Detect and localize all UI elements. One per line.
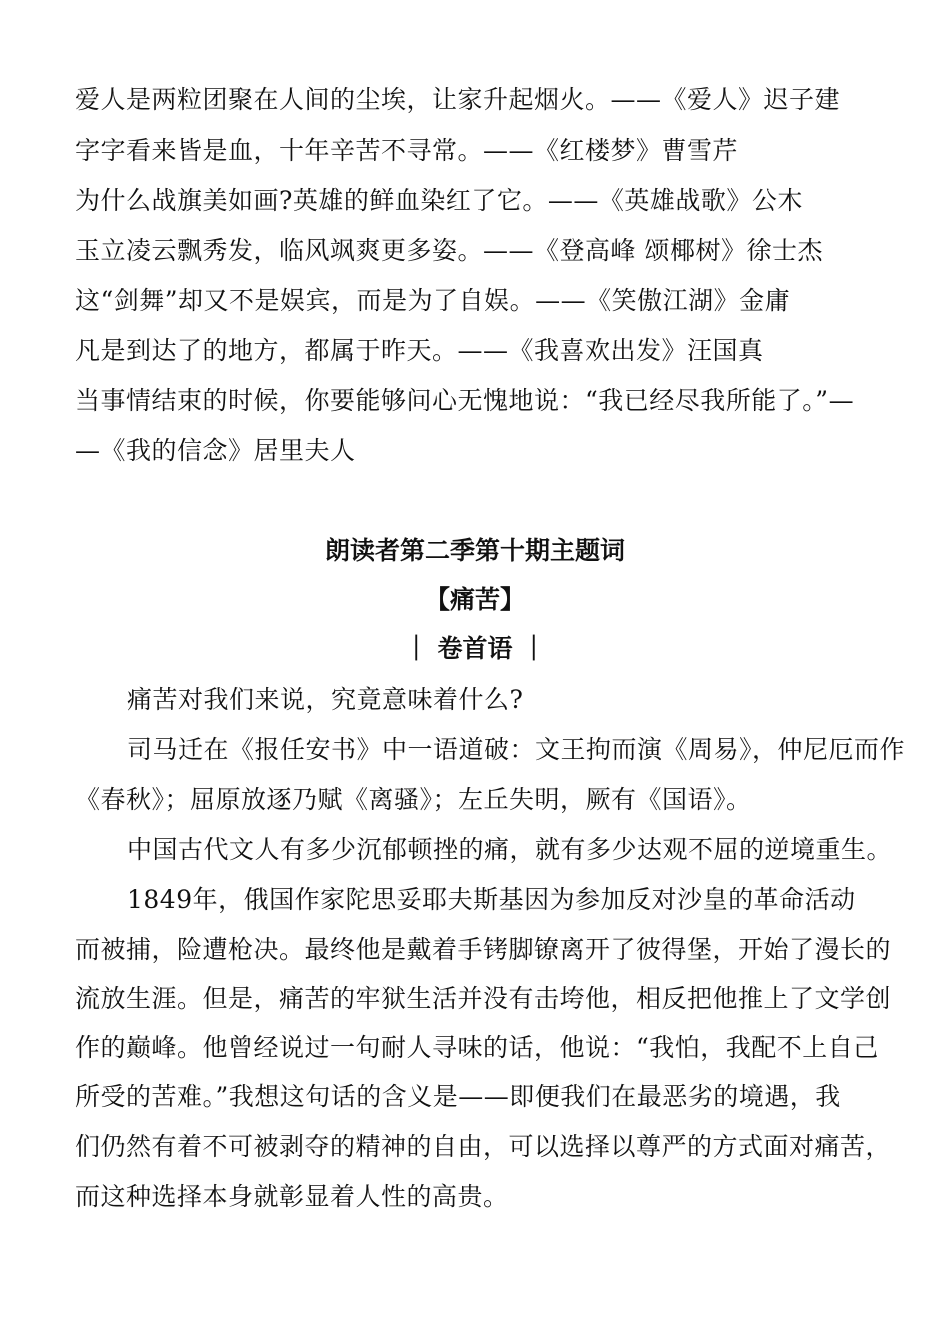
quote-line: 爱人是两粒团聚在人间的尘埃，让家升起烟火。——《爱人》迟子建	[75, 85, 841, 114]
paragraph-line: 中国古代文人有多少沉郁顿挫的痛，就有多少达观不屈的逆境重生。	[127, 835, 893, 864]
paragraph-line: 《春秋》；屈原放逐乃赋《离骚》；左丘失明，厥有《国语》。	[75, 785, 752, 814]
quote-line: 这“剑舞”却又不是娱宾，而是为了自娱。——《笑傲江湖》金庸	[75, 286, 791, 315]
paragraph-line: 1849年，俄国作家陀思妥耶夫斯基因为参加反对沙皇的革命活动	[127, 885, 856, 914]
quote-line: 当事情结束的时候，你要能够问心无愧地说：“我已经尽我所能了。”—	[75, 386, 855, 415]
paragraph-line: 所受的苦难。”我想这句话的含义是——即便我们在最恶劣的境遇，我	[75, 1082, 841, 1111]
paragraph-line: 们仍然有着不可被剥夺的精神的自由，可以选择以尊严的方式面对痛苦，	[75, 1132, 892, 1161]
paragraph-line: 痛苦对我们来说，究竟意味着什么?	[127, 685, 524, 714]
paragraph-line: 而被捕，险遭枪决。最终他是戴着手铐脚镣离开了彼得堡，开始了漫长的	[75, 935, 892, 964]
section-theme: 【痛苦】	[424, 585, 525, 614]
quote-line: 字字看来皆是血，十年辛苦不寻常。——《红楼梦》曹雪芹	[75, 136, 739, 165]
section-subtitle: ｜ 卷首语 ｜	[403, 634, 547, 663]
quote-line: —《我的信念》居里夫人	[75, 436, 356, 465]
paragraph-line: 作的巅峰。他曾经说过一句耐人寻味的话，他说：“我怕，我配不上自己	[75, 1033, 879, 1062]
paragraph-line: 司马迁在《报任安书》中一语道破：文王拘而演《周易》，仲尼厄而作	[127, 735, 906, 764]
section-title: 朗读者第二季第十期主题词	[324, 536, 625, 565]
paragraph-line: 而这种选择本身就彰显着人性的高贵。	[75, 1182, 509, 1211]
quote-line: 为什么战旗美如画?英雄的鲜血染红了它。——《英雄战歌》公木	[75, 186, 803, 215]
paragraph-line: 流放生涯。但是，痛苦的牢狱生活并没有击垮他，相反把他推上了文学创	[75, 984, 892, 1013]
quote-line: 凡是到达了的地方，都属于昨天。——《我喜欢出发》汪国真	[75, 336, 764, 365]
quote-line: 玉立凌云飘秀发，临风飒爽更多姿。——《登高峰 颂椰树》徐士杰	[75, 236, 823, 265]
